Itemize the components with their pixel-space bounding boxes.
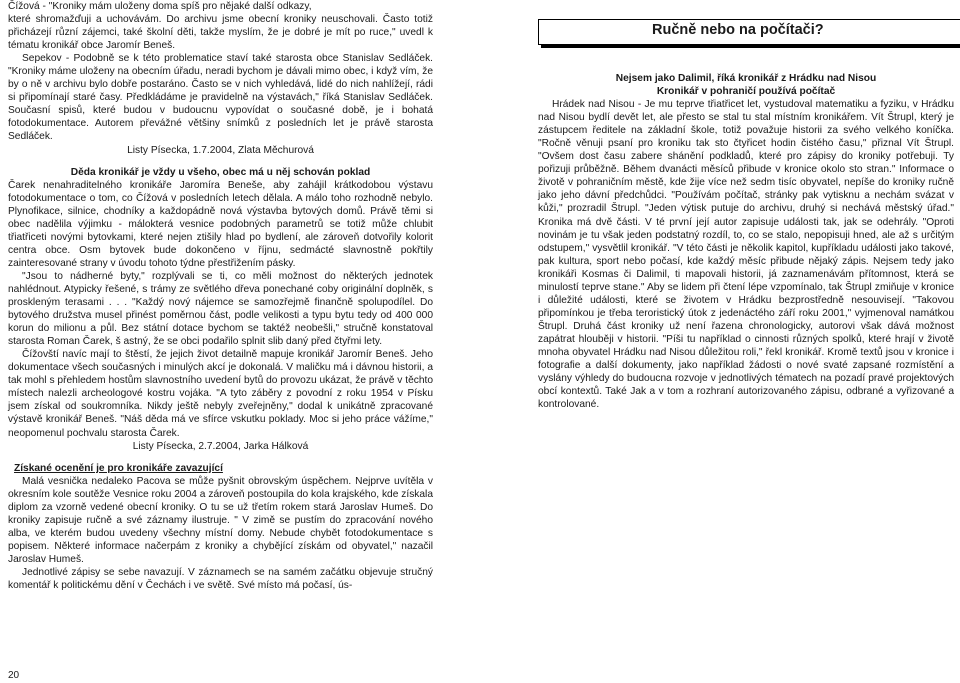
source-line-1: Listy Písecka, 1.7.2004, Zlata Měchurová [127,144,314,156]
heading-article-2: Děda kronikář je vždy u všeho, obec má u něj schován poklad [70,166,371,178]
sepekov-paragraph: Sepekov - Podobně se k této problematice staví také starosta obce Stanislav Sedláček. "Kroniky máme uloženy na obecním úřadu, neradi bychom je dávali mimo obec, i když vím, že by o ně v archivu bylo dobře postaráno. Často se v nich vyhledává, lidé do nich nahlížejí, rádi si připomínají staré časy. Předkládáme je pravidelně na výstavách," říká Stanislav Sedláček. Současní spisů, které budou v budoucnu vypovídat o současné době, je i bohatá fotodokumentace. Autorem převážné většiny snímků z posledních let je právě starosta Sedláček. [8,53,433,143]
article-2-paragraph-1: Čarek nenahraditelného kronikáře Jaromíra Beneše, aby zahájil krátkodobou výstavu fotodokumentace o tom, co Čížová v posledních letech dělala. A málo toho rozhodně nebylo. Plynofikace, silnice, chodníky a každopádně nová výstavba bytových domů. Právě těmi si obec nadělila výjimku - málokterá vesnice podobných parametrů se totiž může chlubit třiatřiceti novými bytovkami, které nejen ztišily hlad po bydlení, ale zároveň dotvořily kolorit centra obce. Osm bytovek bude dokončeno v říjnu, sedmácté slavnostně pokřtily zainteresované strany v úvodu tohoto týdne přestřižením pásky. [8,179,433,269]
article-2-paragraph-3: Čížovští navíc mají to štěstí, že jejich život detailně mapuje kronikář Jaromír Beneš. Jeho dokumentace všech současných i minulých akcí je dokonalá. V maličku má i dávnou historii, a tak mohl s přehledem hostům slavnostního uvedení bytů do provozu ukázat, že právě v těchto místech nalezli archeologové kostru vojáka. "A tyto záběry z povodní z roku 1954 v Písku jsem získal od soukromníka. Nikdy ještě nebyly zveřejněny," dodal k unikátně zpracované výstavě kronikář Beneš. "Náš děda má ve sfírce vskutku poklady. Moc si jeho práce vážíme," neopomenul pochvalu starosta Čarek. [8,349,433,439]
heading-article-b: Kronikář v pohraničí používá počítač [656,86,836,98]
article-3-paragraph-2: Jednotlivé zápisy se sebe navazují. V záznamech se na samém začátku objevuje stručný komentář k politickému dění v Čechách i ve světě. Své místo má počasí, ús- [8,566,433,592]
right-column [538,72,954,411]
box-title-frame [538,19,960,45]
source-line-2: Listy Písecka, 2.7.2004, Jarka Hálková [132,440,309,452]
article-3-paragraph-1: Malá vesnička nedaleko Pacova se může pyšnit obrovským úspěchem. Nejprve uvítěla v okresním kole soutěže Vesnice roku 2004 a zároveň postoupila do kola krajského, kde získala diplom za vzorně vedené obecní kroniky. O tu se už třetím rokem stará Jaroslav Humeš. Do kroniky zapisuje ručně a své záznamy ilustruje. " V zimě se pustím do zpracování nového alba, ve kterém budou uvedeny všechny místní domy. Nebude chybět fotodokumentace s popisem. Některé informace načerpám z kroniky a chybějící získám od obyvatel," nazačil Jaroslav Humeš. [8,475,433,565]
intro-line-1: Čížová - "Kroniky mám uloženy doma spíš pro nějaké další odkazy, [8,1,312,12]
right-article-paragraph: Hrádek nad Nisou - Je mu teprve třiatřicet let, vystudoval matematiku a fyziku, v Hrádku nad Nisou bydlí devět let, ale přesto se stal tu stal místním kronikářem. Vít Štrupl, který je zástupcem ředitele na základní škole, totiž považuje historii za svého velkého koníčka. "Ročně věnuji psaní pro kroniku tak sto čtyřicet hodin čistého času," přiznal Vít Štrupl. "Ovšem dost času zabere shánění podkladů, které pro zápisy do kroniky potřebuji. Ty pořizuji průběžně. Během dvanácti měsíců přibude v kronice okolo sto stran." Informace o životě v pohraničním městě, kde žije více než sedm tisíc obyvatel, nepíše do kroniky ručně jako jeho dávní předchůdci. "Používám počítač, stránky pak vytisknu a nechám svázat v kůži," prozradil Štrupl. "Jeden výtisk putuje do archivu, druhý si nechává městský úřad." Kronika má dvě části. V té první její autor zapisuje události tak, jak se odehrály. "Oproti novinám je tu však jeden podstatný rozdíl, to, co se stalo, nepopisuji hned, ale až s určitým odstupem," vysvětlil kronikář. "V této části je několik kapitol, kupříkladu události jako takové, pak kultura, sport nebo počasí, kde každý měsíc přibude nějaký zápis. Nejsem tedy jako kronikáři Kosmas či Dalimil, ti mapovali historii, já zaznamenávám přítomnost, která se minulostí teprve stane." Aby se lidem při čtení lépe vzpomínalo, tak Štrupl zmiňuje v kronice i důležité události, které se životem v Hrádku bezprostředně nesouvisejí. "Takovou připomínkou je třeba teroristický útok z jedenáctého září roku 2001," vyjmenoval namátkou Štrupl. Druhá část kroniky už není řazena chronologicky, autorovi však dává možnost zapátrat hlouběji v historii. "Píši tu například o cinnosti různých spolků, které hrají v životě mnoha obyvatel Hrádku nad Nisou důležitou roli," řekl kronikář. Kromě textů jsou v kronice i fotografie a další dokumenty, jako například žádosti o nové svaté zapsané rozmístění a vyslány výhledy do budoucna rozvoje v jednotlivých tématech na pozadí pravé projektových obcí kontextů. Také Jak a v tom a rozhraní autorizovaného zápisu, odbrané a vyřizované a kontrolované. [538,99,954,411]
box-title: Ručně nebo na počítači? [652,22,824,38]
left-column [8,0,433,592]
heading-article-3: Získané ocenění je pro kronikáře zavazující [14,462,223,474]
heading-article-a: Nejsem jako Dalimil, říká kronikář z Hrádku nad Nisou [615,73,877,84]
intro-paragraph: které shromažďuji a uchovávám. Do archivu jsme obecní kroniky neuschovali. Často totiž přicházejí různí zájemci, také školní děti, takže myslím, že je dobré je mít po ruce," uvedl k tématu kronikář obce Jaromír Beneš. [8,14,433,52]
page-number-left: 20 [8,670,20,681]
article-2-paragraph-2: "Jsou to nádherné byty," rozplývali se ti, co měli možnost do některých jednotek nahlédnout. Atypicky řešené, s trámy ze světlého dřeva ponechané coby originální doplněk, s proskleným terasami . . . "Každý nový nájemce se samozřejmě finančně spolupodílel. Do bytového družstva musel přinést poměrnou část, podle velikosti a typu bytu tedy od 400 000 korun do milionu a půl. Bez státní dotace bychom se taktéž neobešli," stručně konstatoval starosta Roman Čarek, š astný, že se obci podařilo splnit slib daný před čtyřmi lety. [8,270,433,348]
